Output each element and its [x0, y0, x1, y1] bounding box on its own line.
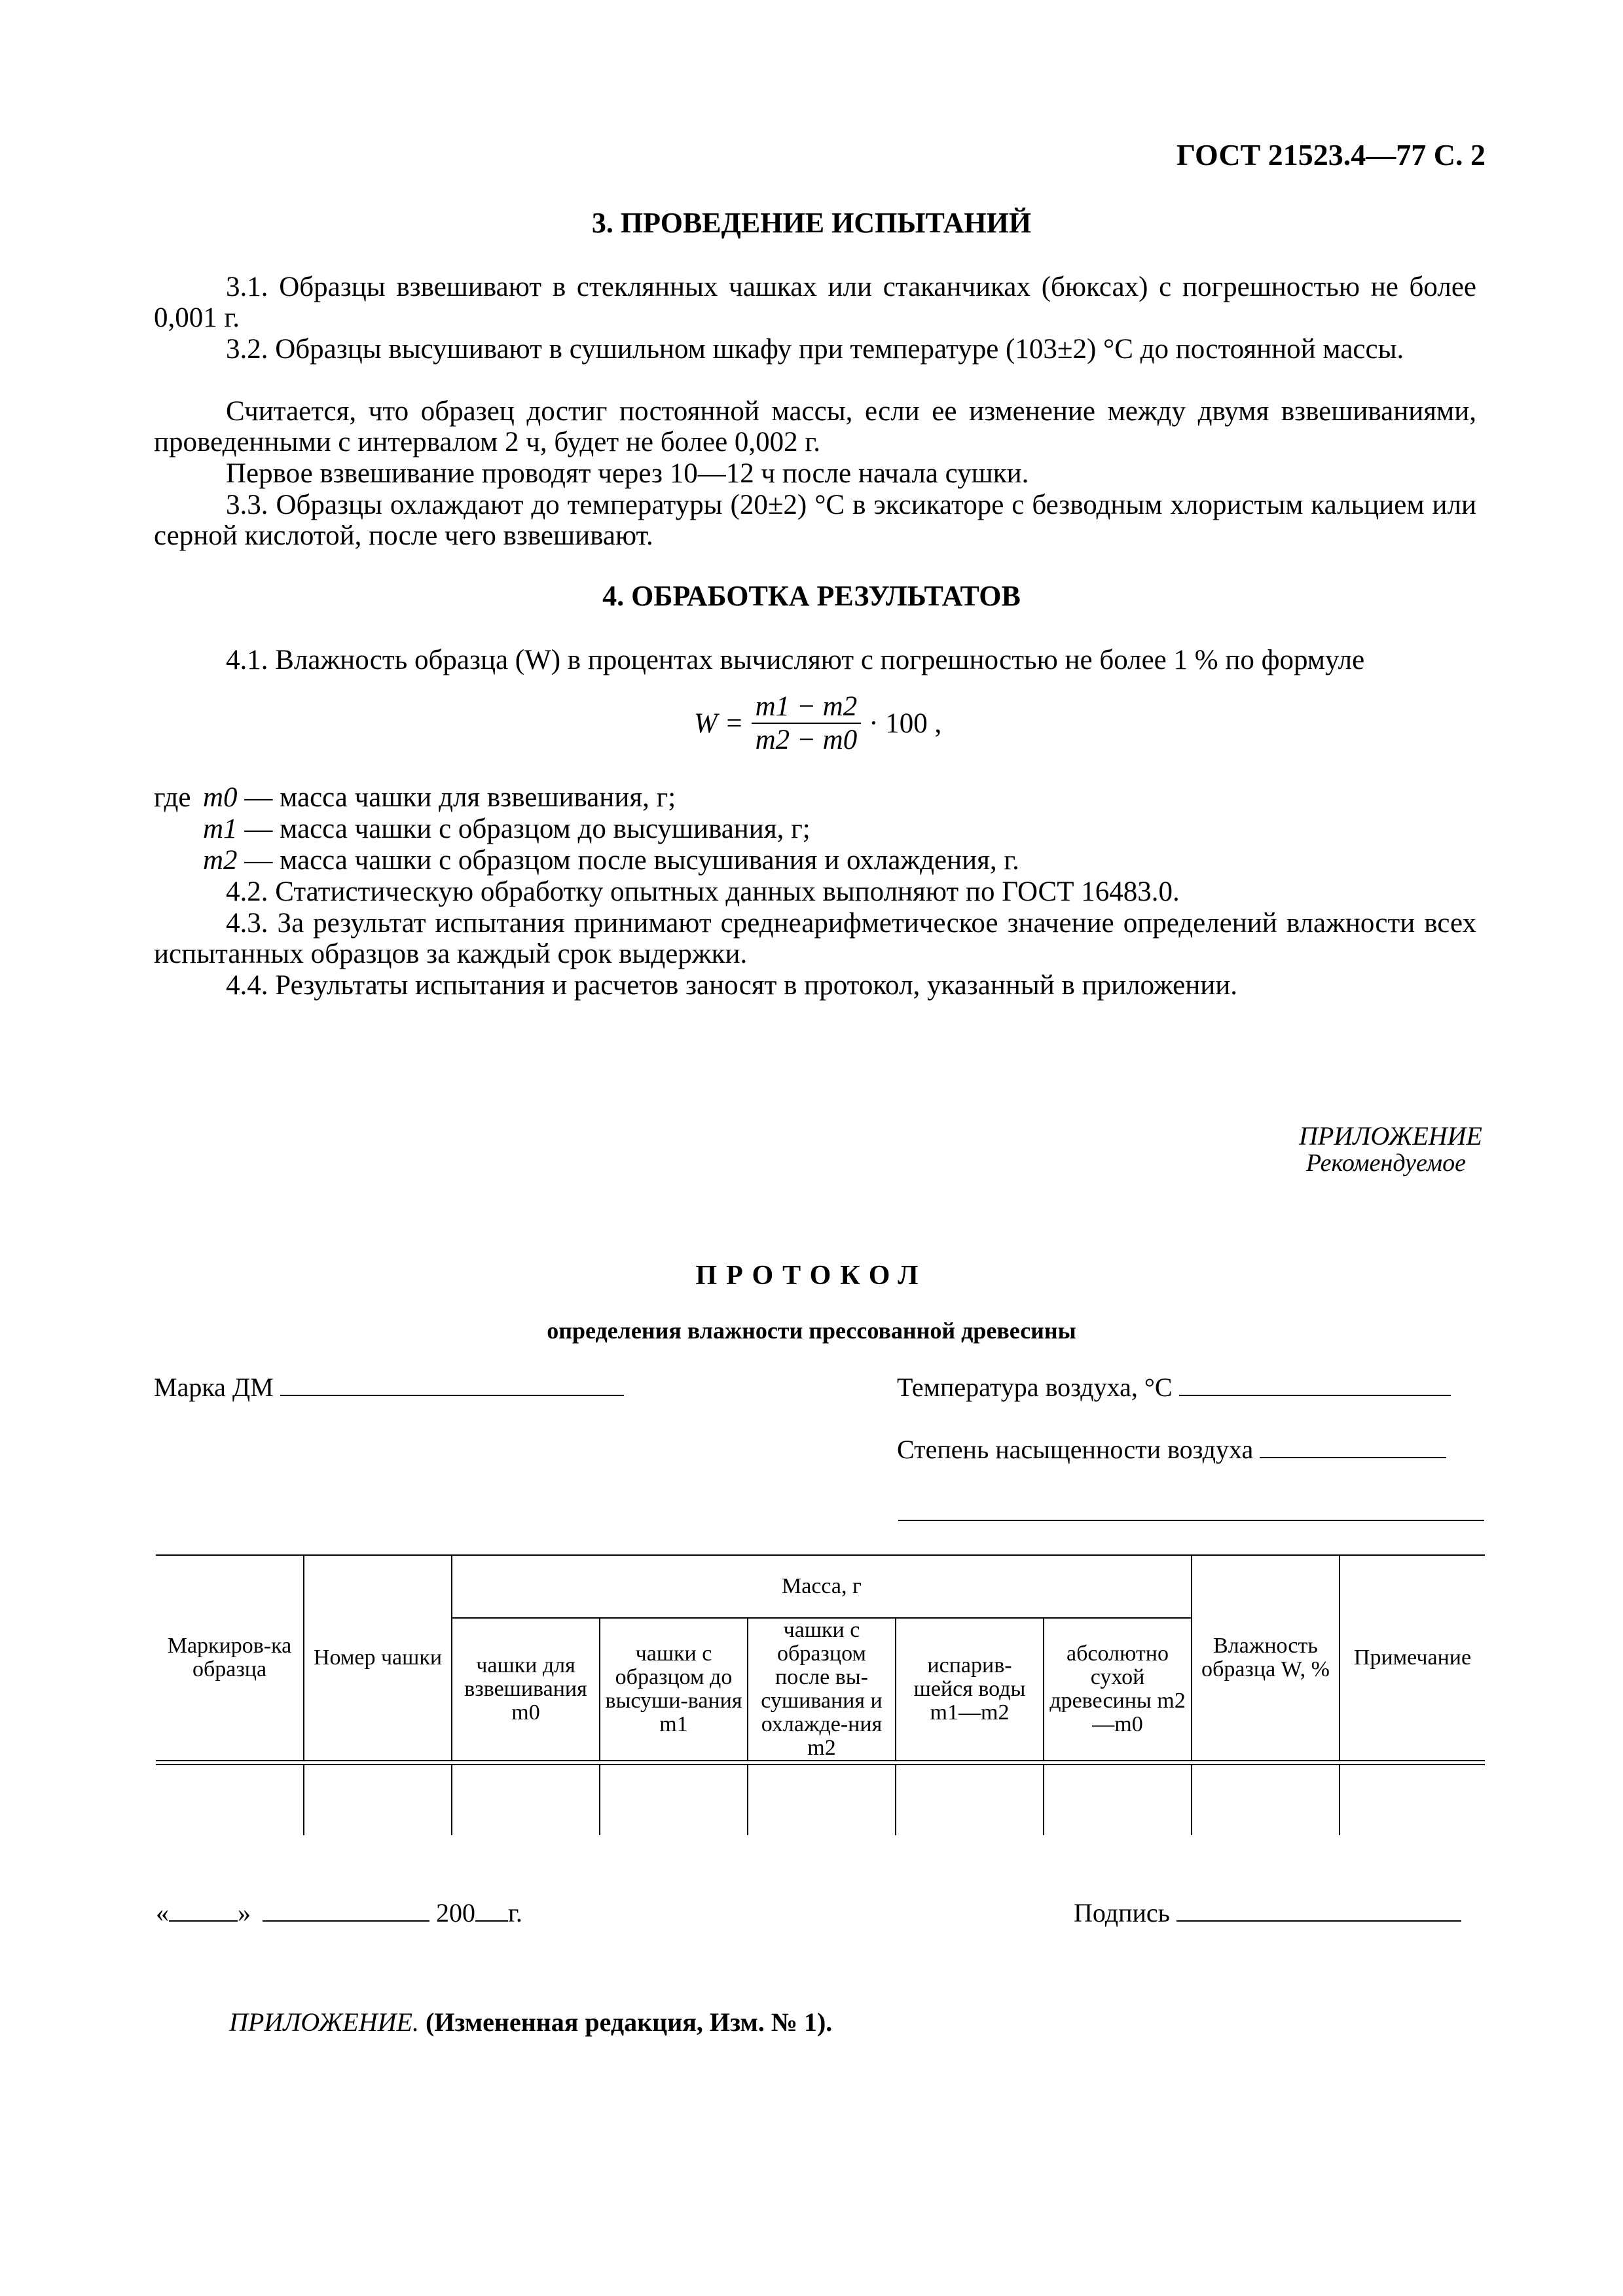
- signature-blank[interactable]: [1176, 1897, 1461, 1922]
- paragraph-3-2-first-weighing: Первое взвешивание проводят через 10—12 ч после начала сушки.: [226, 458, 1029, 489]
- header-m1: чашки с образцом до высуши-вания m1: [600, 1618, 748, 1761]
- date-open-quote: «: [156, 1898, 169, 1928]
- date-year-suffix: г.: [508, 1898, 522, 1928]
- paragraph-3-3: 3.3. Образцы охлаждают до температуры (20±2) °С в эксикаторе с безводным хлористым кальцием или серной кислотой, после чего взвешивают.: [154, 490, 1476, 551]
- date-year-prefix: 200: [436, 1898, 475, 1928]
- header-water: испарив-шейся воды m1—m2: [896, 1618, 1044, 1761]
- date-close-quote: »: [238, 1898, 251, 1928]
- definition-m2-text: — масса чашки с образцом после высушивания и охлаждения, г.: [244, 845, 1019, 876]
- header-dry-wood: абсолютно сухой древесины m2—m0: [1044, 1618, 1192, 1761]
- formula-numerator: m1 − m2: [752, 691, 862, 724]
- formula-lhs: W =: [694, 708, 744, 739]
- field-temperature: [897, 1371, 1451, 1403]
- amendment-note: [229, 2007, 832, 2037]
- definition-m2: [203, 845, 1019, 876]
- formula-fraction: [752, 691, 862, 756]
- amendment-label: ПРИЛОЖЕНИЕ.: [229, 2007, 419, 2037]
- appendix-label: ПРИЛОЖЕНИЕ: [1299, 1121, 1482, 1151]
- paragraph-4-3: 4.3. За результат испытания принимают среднеарифметическое значение определений влажности всех испытанных образцов за каждый срок выдержки.: [154, 908, 1476, 969]
- formula-rhs: · 100 ,: [869, 708, 942, 739]
- field-humidity-blank[interactable]: [1260, 1433, 1446, 1458]
- date-line: [156, 1897, 522, 1928]
- data-cell[interactable]: [1340, 1765, 1485, 1835]
- data-cell[interactable]: [1044, 1765, 1192, 1835]
- section-4-title: 4. ОБРАБОТКА РЕЗУЛЬТАТОВ: [602, 580, 1021, 612]
- definitions-where: где: [154, 782, 191, 813]
- paragraph-4-1: 4.1. Влажность образца (W) в процентах вычисляют с погрешностью не более 1 % по формуле: [226, 645, 1365, 675]
- data-cell[interactable]: [600, 1765, 748, 1835]
- symbol-m0: m0: [203, 782, 238, 813]
- data-cell[interactable]: [452, 1765, 600, 1835]
- symbol-m1: m1: [203, 814, 238, 844]
- header-m2: чашки с образцом после вы-сушивания и охлажде-ния m2: [748, 1618, 896, 1761]
- formula-denominator: m2 − m0: [755, 725, 858, 755]
- field-mark-label: Марка ДМ: [154, 1372, 274, 1402]
- field-mark: [154, 1371, 624, 1403]
- document-reference: ГОСТ 21523.4—77 С. 2: [1176, 138, 1486, 171]
- data-cell[interactable]: [748, 1765, 896, 1835]
- data-cell[interactable]: [896, 1765, 1044, 1835]
- protocol-title: ПРОТОКОЛ: [695, 1261, 928, 1291]
- definition-m1: [203, 814, 811, 844]
- paragraph-4-4: 4.4. Результаты испытания и расчетов заносят в протокол, указанный в приложении.: [226, 970, 1237, 1001]
- protocol-table: [156, 1554, 1485, 1835]
- appendix-sublabel: Рекомендуемое: [1305, 1149, 1466, 1177]
- field-temperature-blank[interactable]: [1179, 1371, 1451, 1396]
- protocol-subtitle: определения влажности прессованной древесины: [547, 1318, 1076, 1344]
- data-cell[interactable]: [1192, 1765, 1340, 1835]
- data-cell[interactable]: [156, 1765, 304, 1835]
- header-moisture: Влажность образца W, %: [1192, 1555, 1340, 1761]
- field-humidity-label: Степень насыщенности воздуха: [897, 1435, 1254, 1464]
- header-cup-number: Номер чашки: [304, 1555, 452, 1761]
- paragraph-3-1: 3.1. Образцы взвешивают в стеклянных чашках или стаканчиках (бюксах) с погрешностью не более 0,001 г.: [154, 272, 1476, 333]
- header-mark: Маркиров-ка образца: [156, 1555, 304, 1761]
- paragraph-4-2: 4.2. Статистическую обработку опытных данных выполняют по ГОСТ 16483.0.: [226, 876, 1180, 907]
- date-day-blank[interactable]: [169, 1897, 238, 1922]
- header-mass-group: Масса, г: [452, 1555, 1192, 1618]
- symbol-m2: m2: [203, 845, 238, 876]
- signature-label: Подпись: [1074, 1898, 1170, 1928]
- moisture-formula: [694, 691, 941, 756]
- date-year-blank[interactable]: [475, 1897, 508, 1922]
- field-humidity-extra-line[interactable]: [898, 1520, 1484, 1521]
- date-month-blank[interactable]: [263, 1897, 429, 1922]
- definition-m1-text: — масса чашки с образцом до высушивания, г;: [244, 814, 811, 844]
- definition-m0: [203, 782, 676, 813]
- section-3-title: 3. ПРОВЕДЕНИЕ ИСПЫТАНИЙ: [591, 207, 1032, 239]
- field-mark-blank[interactable]: [280, 1371, 624, 1396]
- definition-m0-text: — масса чашки для взвешивания, г;: [244, 782, 676, 813]
- amendment-text: (Измененная редакция, Изм. № 1).: [425, 2007, 833, 2037]
- paragraph-3-2: 3.2. Образцы высушивают в сушильном шкафу при температуре (103±2) °С до постоянной массы.: [226, 334, 1404, 365]
- field-temperature-label: Температура воздуха, °С: [897, 1372, 1173, 1402]
- header-note: Примечание: [1340, 1555, 1485, 1761]
- signature-line: [1074, 1897, 1461, 1928]
- field-humidity: [897, 1433, 1446, 1465]
- header-m0: чашки для взвешивания m0: [452, 1618, 600, 1761]
- paragraph-3-2-note: Считается, что образец достиг постоянной массы, если ее изменение между двумя взвешиваниями, проведенными с интервалом 2 ч, будет не более 0,002 г.: [154, 396, 1476, 457]
- data-cell[interactable]: [304, 1765, 452, 1835]
